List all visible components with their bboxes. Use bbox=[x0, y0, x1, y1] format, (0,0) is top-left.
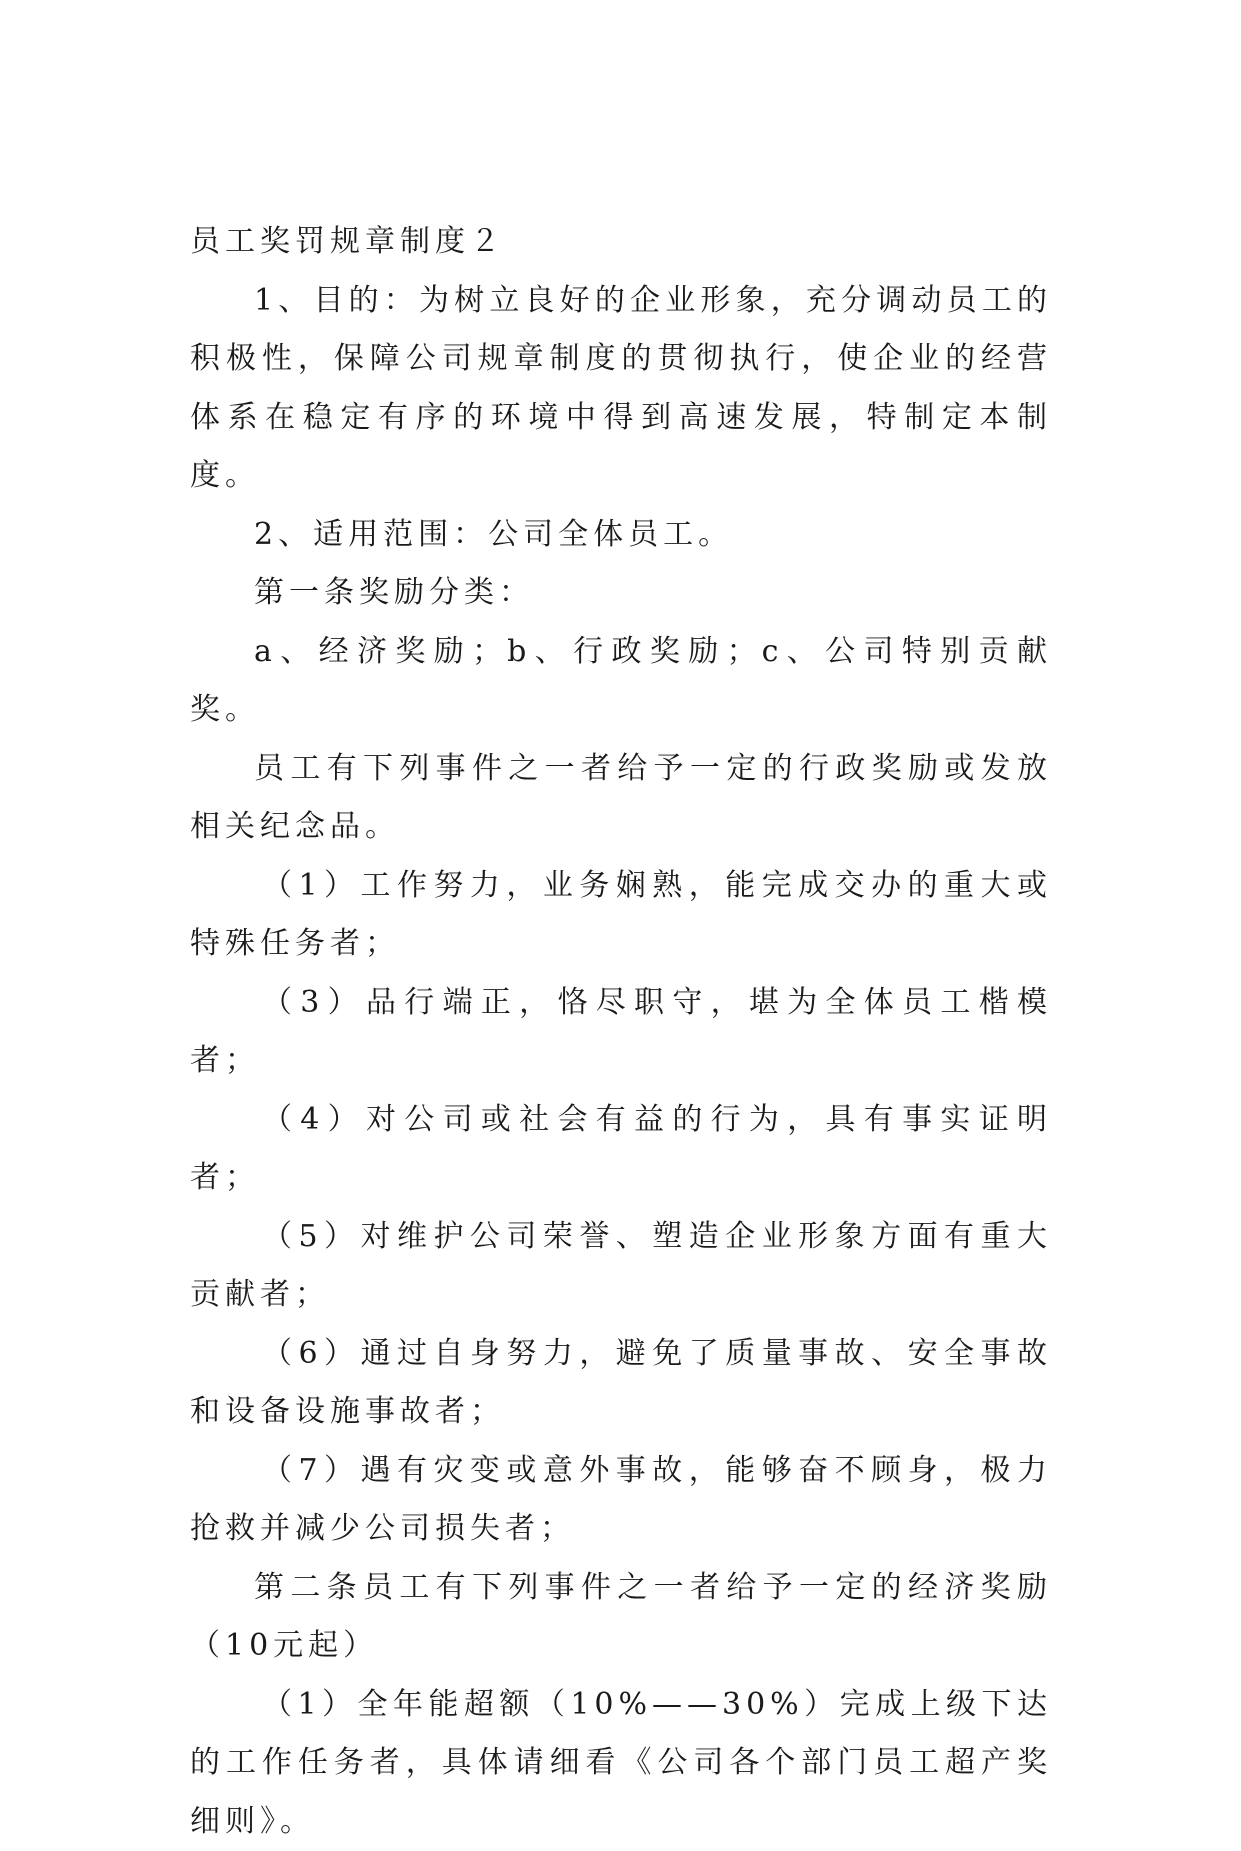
list-item: （5）对维护公司荣誉、塑造企业形象方面有重大贡献者； bbox=[190, 1208, 1052, 1325]
document-body bbox=[190, 213, 1052, 1851]
paragraph-article-1-heading: 第一条奖励分类： bbox=[190, 564, 1052, 623]
list-item: （7）遇有灾变或意外事故，能够奋不顾身，极力抢救并减少公司损失者； bbox=[190, 1442, 1052, 1559]
document-title: 员工奖罚规章制度２ bbox=[190, 213, 1052, 272]
list-item: （4）对公司或社会有益的行为，具有事实证明者； bbox=[190, 1091, 1052, 1208]
paragraph-article-2-heading: 第二条员工有下列事件之一者给予一定的经济奖励（10元起） bbox=[190, 1559, 1052, 1676]
paragraph-scope: 2、适用范围：公司全体员工。 bbox=[190, 506, 1052, 565]
list-item: （3）品行端正，恪尽职守，堪为全体员工楷模者； bbox=[190, 974, 1052, 1091]
paragraph-purpose: 1、目的：为树立良好的企业形象，充分调动员工的积极性，保障公司规章制度的贯彻执行，使企业的经营体系在稳定有序的环境中得到高速发展，特制定本制度。 bbox=[190, 272, 1052, 506]
list-item: （1）工作努力，业务娴熟，能完成交办的重大或特殊任务者； bbox=[190, 857, 1052, 974]
list-item: （1）全年能超额（10%——30%）完成上级下达的工作任务者，具体请细看《公司各个部门员工超产奖细则》。 bbox=[190, 1676, 1052, 1851]
paragraph-admin-reward-intro: 员工有下列事件之一者给予一定的行政奖励或发放相关纪念品。 bbox=[190, 740, 1052, 857]
paragraph-reward-types: a、经济奖励；b、行政奖励；c、公司特别贡献奖。 bbox=[190, 623, 1052, 740]
list-item: （6）通过自身努力，避免了质量事故、安全事故和设备设施事故者； bbox=[190, 1325, 1052, 1442]
